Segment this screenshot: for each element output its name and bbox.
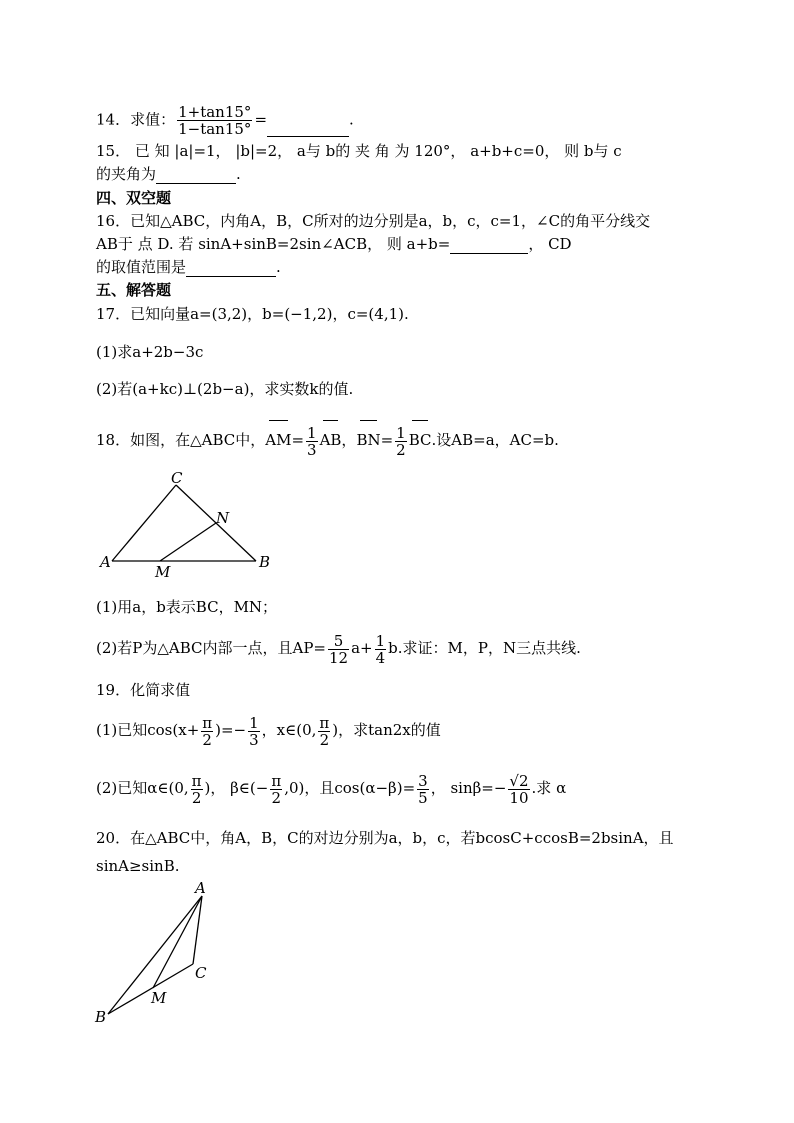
q19-pi-num-c: π	[191, 771, 202, 790]
label-m: M	[155, 563, 171, 581]
q14-numerator: 1+tan15°	[178, 103, 252, 121]
q15-line2-prefix: 的夹角为	[96, 165, 157, 183]
q14	[96, 104, 354, 137]
triangle-abc-figure-2	[90, 876, 220, 1028]
q18-comma: ，	[341, 431, 357, 449]
vector-bc: BC	[409, 422, 432, 458]
q18-part2-suffix: b.求证：M，P，N三点共线.	[388, 639, 581, 657]
q18-p-den1: 12	[328, 648, 349, 667]
q19-part1-d: )，求tan2x的值	[332, 721, 441, 739]
q18-third-den: 3	[307, 440, 317, 459]
q19-part1-a: (1)已知cos(x+	[96, 721, 200, 739]
section-title-5: 五、解答题	[96, 281, 172, 299]
q18-part2-mid: a+	[351, 639, 373, 657]
label-c-2: C	[195, 964, 207, 982]
q19-pi-num-d: π	[271, 771, 282, 790]
q18-frac-5-12	[328, 633, 349, 666]
q19-frac-pi-2c	[191, 773, 203, 806]
q19-part1-b: )=−	[215, 721, 247, 739]
q18-eq1: =	[291, 431, 305, 449]
q18-half-den: 2	[396, 440, 406, 459]
q16-line3-suffix: .	[276, 258, 281, 276]
q19-den5: 5	[418, 788, 428, 807]
q16-line2	[96, 234, 572, 254]
q18-frac-1-4	[375, 633, 387, 666]
q19-pi-den-b: 2	[319, 730, 330, 749]
q14-denominator: 1−tan15°	[178, 120, 252, 138]
q18-stem-tail: .设AB=a，AC=b.	[431, 431, 559, 449]
q18-frac-third	[306, 425, 318, 458]
q19-num3: 3	[418, 771, 428, 790]
q19-part1	[96, 712, 441, 748]
q14-prefix: 14．求值：	[96, 110, 176, 129]
q19-pi-num-b: π	[319, 713, 330, 732]
label-c: C	[171, 469, 183, 487]
label-b: B	[259, 553, 271, 571]
q16-line1: 16．已知△ABC，内角A，B，C所对的边分别是a，b，c，c=1，∠C的角平分线交	[96, 212, 651, 230]
segment-mn	[160, 523, 216, 561]
q19-one: 1	[249, 713, 259, 732]
label-n: N	[216, 509, 230, 527]
q16-line3-prefix: 的取值范围是	[96, 258, 187, 276]
label-b-2: B	[95, 1008, 107, 1026]
q16-line3	[96, 257, 281, 277]
q19-frac-pi-2b	[318, 715, 330, 748]
q18-eq2: =	[380, 431, 394, 449]
label-a-2: A	[195, 879, 206, 897]
triangle-abc-figure	[94, 468, 284, 582]
q19-frac-pi-2a	[201, 715, 213, 748]
q19-den10: 10	[509, 788, 529, 807]
q16-answer-blank-1[interactable]	[450, 237, 528, 254]
q19-part2-d: ， sinβ=−	[430, 779, 507, 797]
q19-frac-3-5	[417, 773, 429, 806]
q19-root2: √2	[509, 771, 529, 790]
q15-line2	[96, 164, 241, 184]
q20-line1: 20．在△ABC中，角A，B，C的对边分别为a，b，c，若bcosC+ccosB=2bsinA，且	[96, 829, 674, 847]
q16-line2-a: AB于 点 D. 若 sinA+sinB=2sin∠ACB， 则 a+b=	[96, 235, 451, 253]
q14-equals: =	[254, 110, 268, 129]
q18-part2	[96, 630, 581, 666]
q14-fraction	[177, 104, 252, 137]
q18-third-num: 1	[307, 423, 317, 442]
q19-part2-e: .求 α	[531, 779, 567, 797]
q20-line2: sinA≥sinB.	[96, 857, 180, 875]
label-a: A	[100, 553, 111, 571]
vector-bn: BN	[356, 422, 380, 458]
q19-three: 3	[249, 730, 259, 749]
q19-frac-1-3	[248, 715, 260, 748]
q19-pi-den-a: 2	[202, 730, 212, 749]
q18-stem	[96, 422, 559, 458]
q19-part1-c: ，x∈(0,	[261, 721, 317, 739]
q19-part2-a: (2)已知α∈(0,	[96, 779, 189, 797]
section-title-4: 四、双空题	[96, 189, 172, 207]
q17-stem: 17．已知向量a=(3,2)，b=(−1,2)，c=(4,1).	[96, 305, 409, 323]
q18-part1: (1)用a，b表示BC，MN；	[96, 598, 278, 616]
q15-line2-suffix: .	[236, 165, 241, 183]
q17-part1: (1)求a+2b−3c	[96, 343, 204, 361]
vector-ab: AB	[320, 422, 342, 458]
q18-part2-prefix: (2)若P为△ABC内部一点，且AP=	[96, 639, 326, 657]
q18-stem-prefix: 18．如图，在△ABC中，	[96, 431, 266, 449]
q18-p-num1: 5	[328, 633, 349, 650]
q19-part2-b: )， β∈(−	[204, 779, 269, 797]
q16-line2-b: ， CD	[528, 235, 572, 253]
vector-am: AM	[265, 422, 291, 458]
q14-answer-blank[interactable]	[267, 120, 349, 137]
q15-line1: 15． 已 知 |a|=1， |b|=2， a与 b的 夹 角 为 120°， a+b+c=0， 则 b与 c	[96, 142, 622, 160]
q18-p-num2: 1	[375, 631, 386, 650]
segment-ac	[112, 485, 176, 561]
q19-part2-c: ,0)，且cos(α−β)=	[284, 779, 416, 797]
q16-answer-blank-2[interactable]	[186, 260, 276, 277]
q15-answer-blank[interactable]	[156, 167, 236, 184]
q19-pi-num-a: π	[202, 713, 213, 732]
q19-pi-den-d: 2	[271, 788, 282, 807]
q14-suffix: .	[349, 110, 354, 129]
q19-frac-root2-10	[508, 773, 529, 806]
q19-title: 19．化简求值	[96, 681, 191, 699]
q18-half-num: 1	[396, 423, 406, 442]
q19-part2	[96, 770, 566, 806]
q18-p-den2: 4	[375, 648, 386, 667]
q18-frac-half	[395, 425, 407, 458]
label-m-2: M	[151, 989, 167, 1007]
q19-frac-pi-2d	[270, 773, 282, 806]
q17-part2: (2)若(a+kc)⊥(2b−a)，求实数k的值.	[96, 380, 354, 398]
q19-pi-den-c: 2	[191, 788, 202, 807]
